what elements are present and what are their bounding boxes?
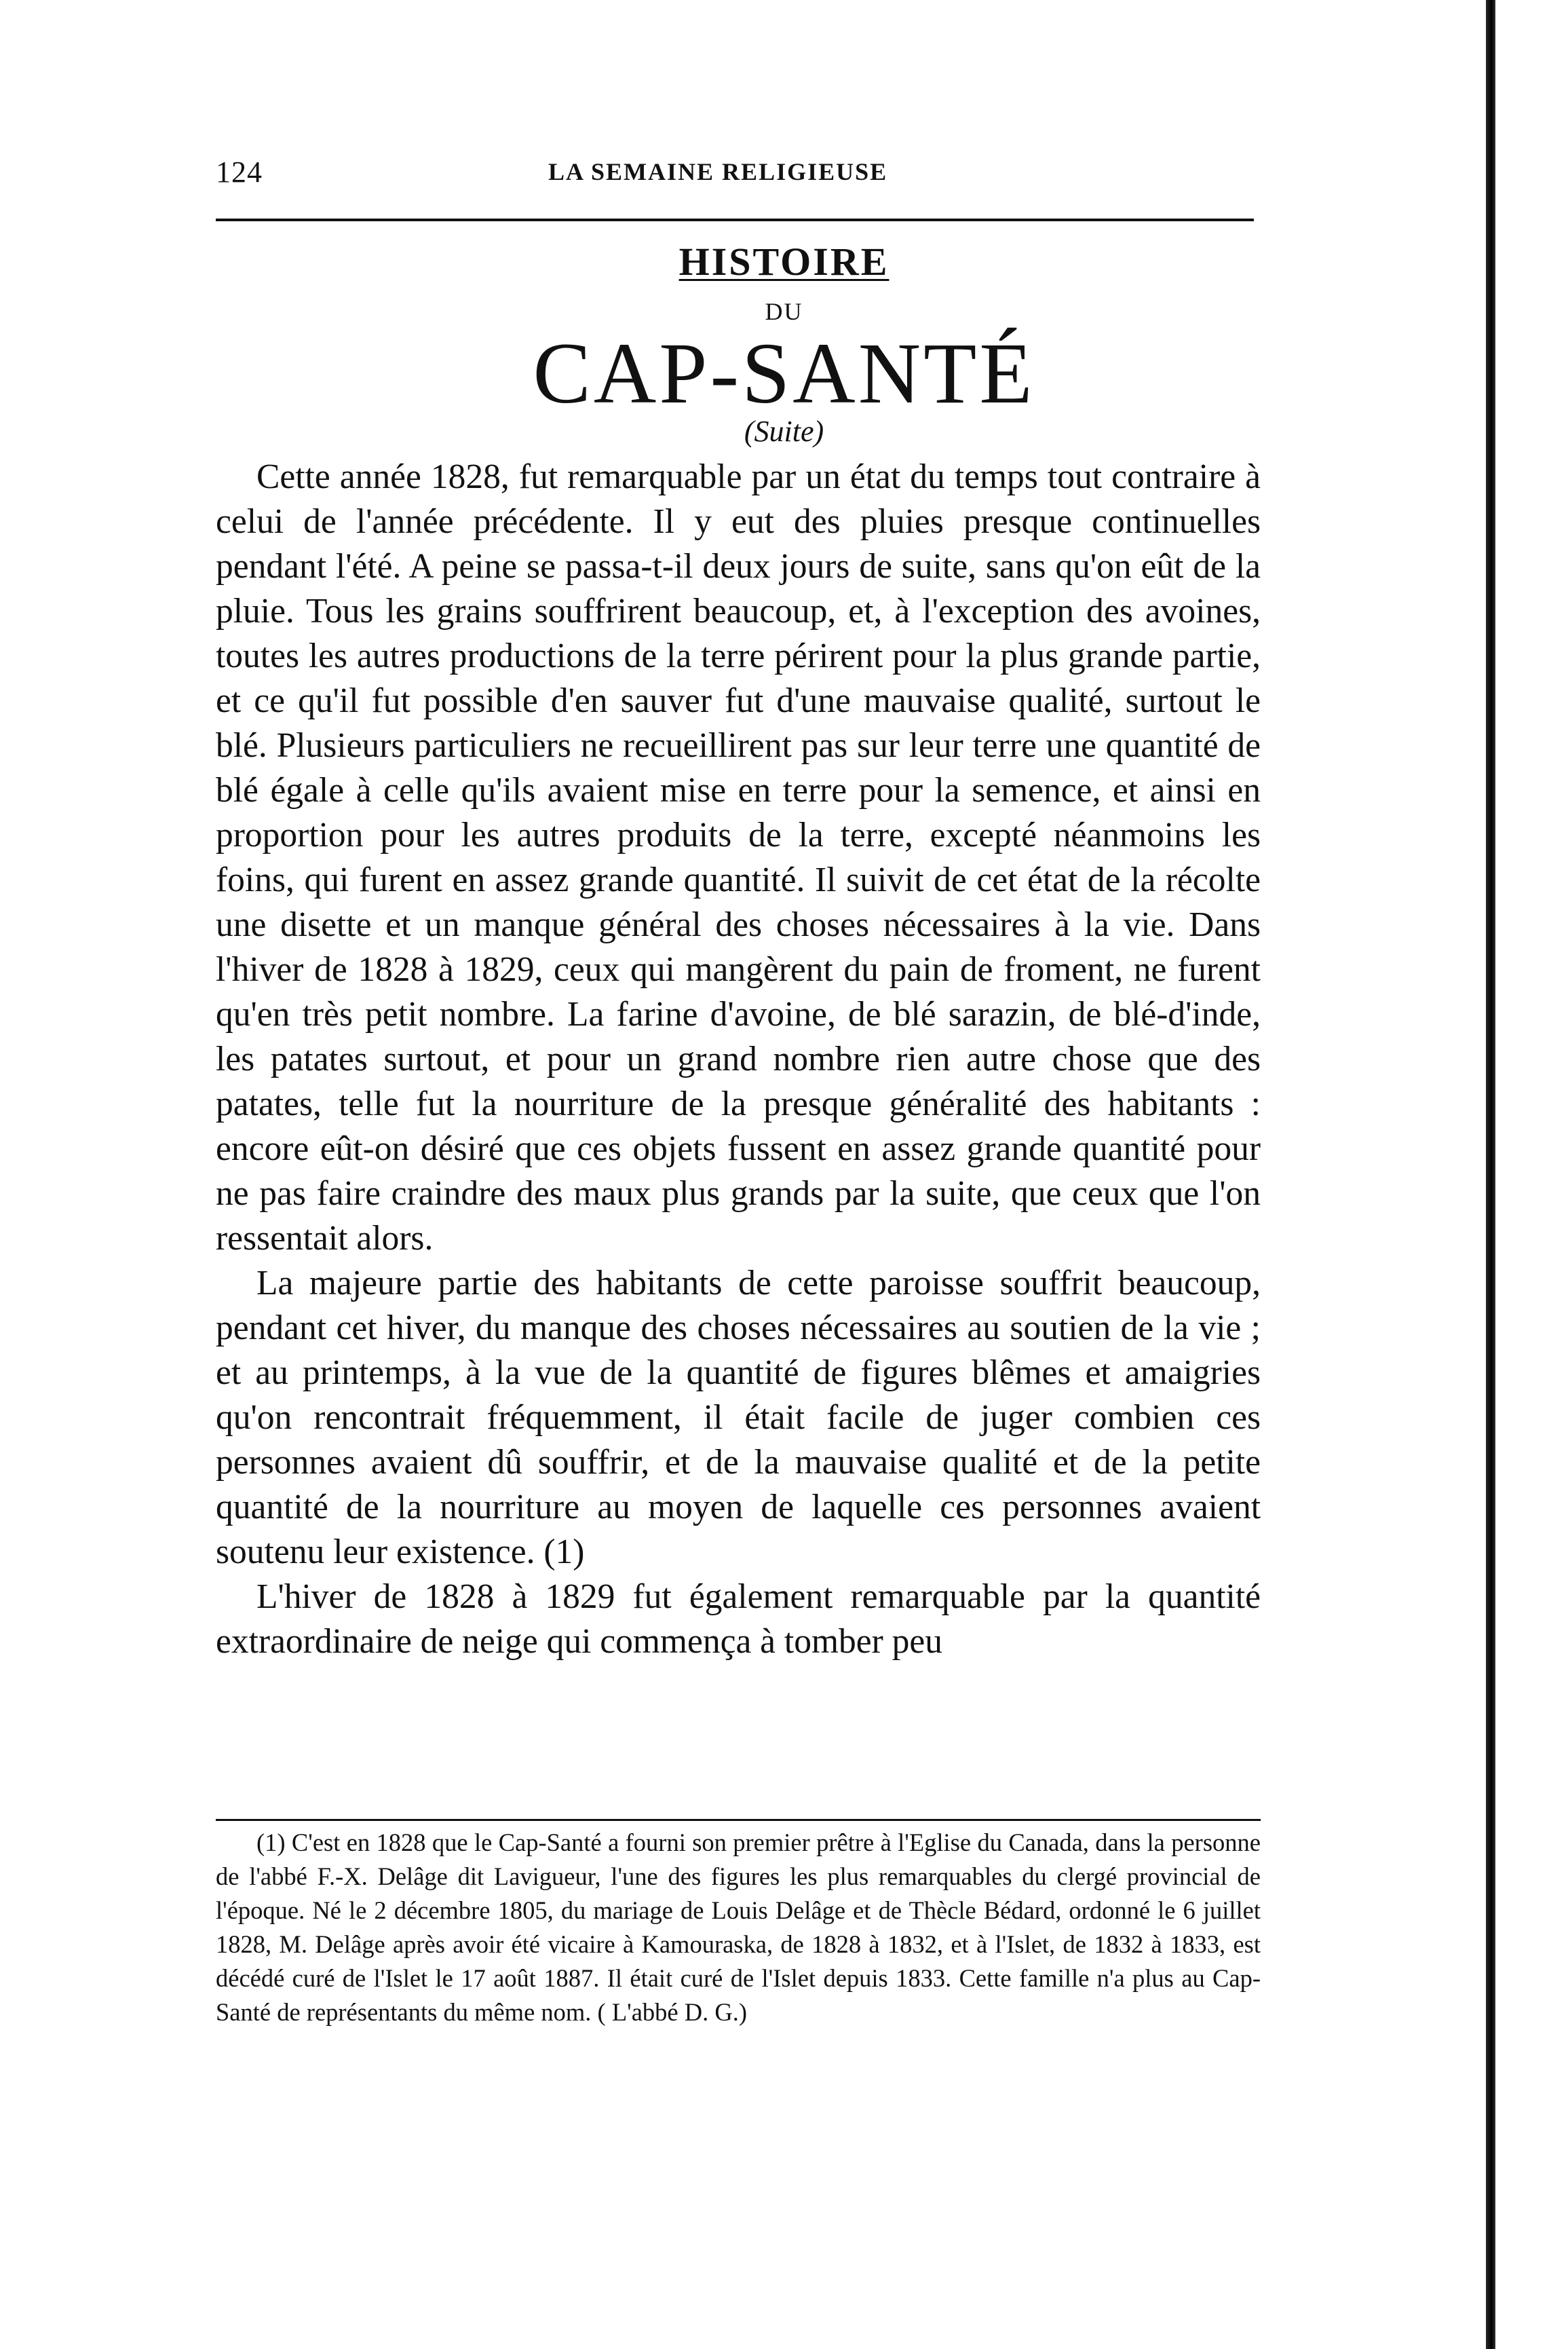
page-header [216,155,1254,202]
title-suite: (Suite) [744,415,824,448]
page-number: 124 [216,155,263,189]
paragraph: L'hiver de 1828 à 1829 fut également remarquable par la quantité extraordinaire de neige qui commença à tomber peu [216,1577,1261,1661]
paragraph: La majeure partie des habitants de cette paroisse souffrit beaucoup, pendant cet hiver, du manque des choses nécessaires au soutien de la vie ; et au printemps, à la vue de la quantité de figures blêmes et amaigries qu'on rencontrait fréquemment, il était facile de juger combien ces personnes avaient dû souffrir, et de la mauvaise qualité et de la petite quantité de la nourriture au moyen de laquelle ces personnes avaient soutenu leur existence. (1) [216,1264,1261,1571]
running-head: LA SEMAINE RELIGIEUSE [548,158,888,185]
header-rule [216,219,1254,221]
article-body [216,455,1261,1664]
footnote-rule [216,1819,1261,1821]
paragraph: Cette année 1828, fut remarquable par un état du temps tout contraire à celui de l'année précédente. Il y eut des pluies presque continuelles pendant l'été. A peine se passa-t-il deux jours de suite, sans qu'on eût de la pluie. Tous les grains souffrirent beaucoup, et, à l'exception des avoines, toutes les autres productions de la terre périrent pour la plus grande partie, et ce qu'il fut possible d'en sauver fut d'une mauvaise qualité, surtout le blé. Plusieurs particuliers ne recueillirent pas sur leur terre une quantité de blé égale à celle qu'ils avaient mise en terre pour la semence, et ainsi en proportion pour les autres produits de la terre, excepté néanmoins les foins, qui furent en assez grande quantité. Il suivit de cet état de la récolte une disette et un manque général des choses nécessaires à la vie. Dans l'hiver de 1828 à 1829, ceux qui mangèrent du pain de froment, ne furent qu'en très petit nombre. La farine d'avoine, de blé sarazin, de blé-d'inde, les patates surtout, et pour un grand nombre rien autre chose que des patates, telle fut la nourriture de la presque généralité des habitants : encore eût-on désiré que ces objets fussent en assez grande quantité pour ne pas faire craindre des maux plus grands par la suite, que ceux que l'on ressentait alors. [216,457,1261,1258]
title-histoire: HISTOIRE [678,240,890,284]
page-title: CAP-SANTÉ [533,325,1035,421]
footnote-text: (1) C'est en 1828 que le Cap-Santé a fourni son premier prêtre à l'Eglise du Canada, dans la personne de l'abbé F.-X. Delâge dit Lavigueur, l'une des figures les plus remarquables du clergé provincial de l'époque. Né le 2 décembre 1805, du mariage de Louis Delâge et de Thècle Bédard, ordonné le 6 juillet 1828, M. Delâge après avoir été vicaire à Kamouraska, de 1828 à 1832, et à l'Islet, de 1832 à 1833, est décédé curé de l'Islet le 17 août 1887. Il était curé de l'Islet depuis 1833. Cette famille n'a plus au Cap-Santé de représentants du même nom. ( L'abbé D. G.) [216,1828,1261,2026]
title-du: DU [765,298,803,325]
footnote [216,1826,1261,2029]
